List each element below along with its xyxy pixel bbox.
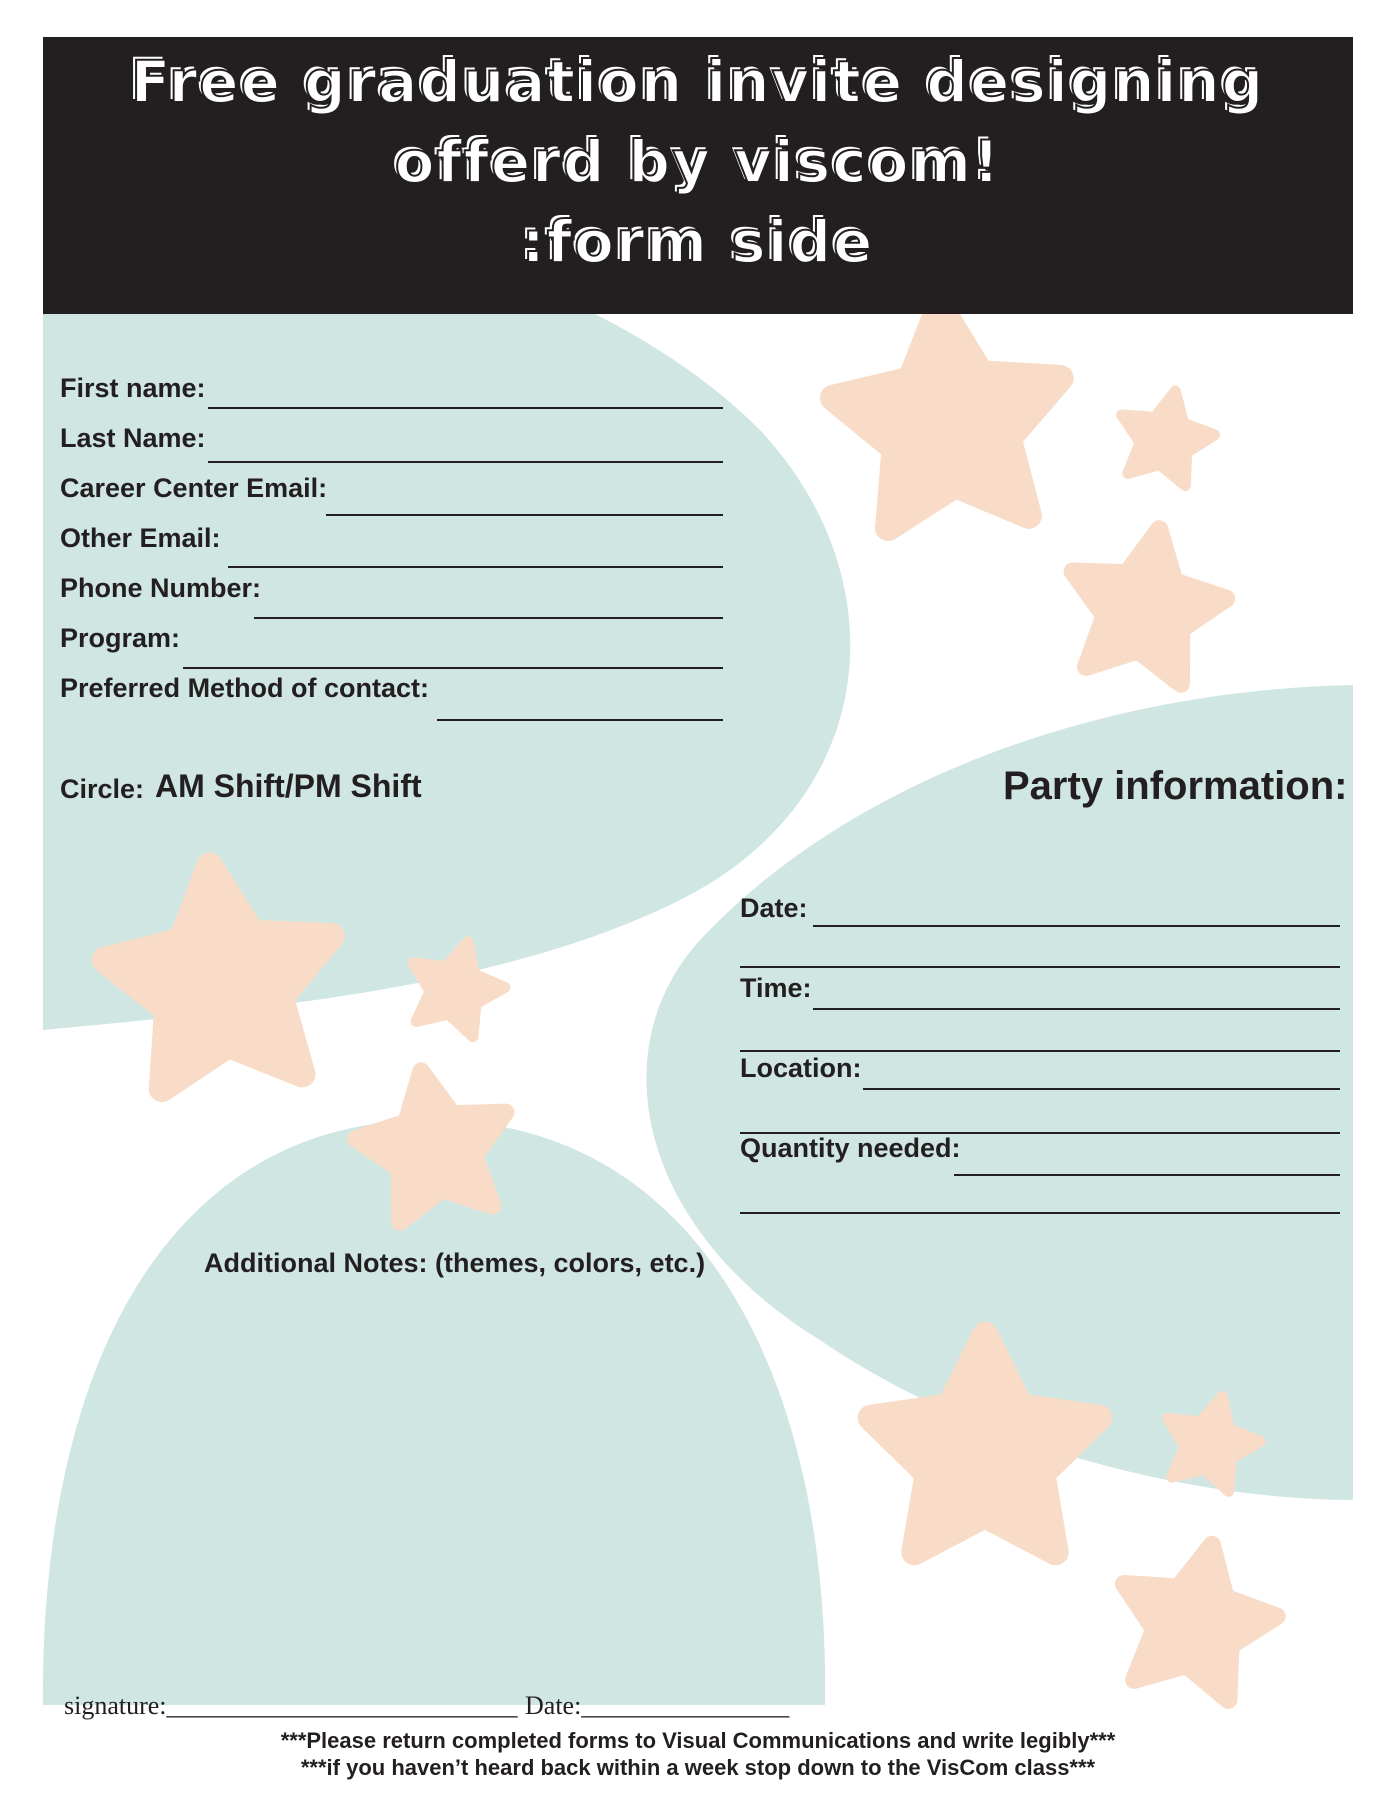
program-label: Program: <box>60 623 181 653</box>
signature-line[interactable]: signature:___________________________ <box>64 1691 518 1720</box>
party-info-heading: Party information: <box>1003 764 1348 808</box>
party-date-field[interactable] <box>813 925 1340 927</box>
star-icon <box>1124 1545 1277 1700</box>
title-line-3: :form side <box>521 208 875 276</box>
party-date-field-2[interactable] <box>740 966 1340 968</box>
student-info-heading: Student Information: <box>60 276 454 320</box>
program-field[interactable] <box>183 667 723 669</box>
party-time-field[interactable] <box>813 1008 1340 1010</box>
quantity-field[interactable] <box>954 1174 1340 1176</box>
additional-notes-label: Additional Notes: (themes, colors, etc.) <box>204 1248 706 1278</box>
career-email-label: Career Center Email: <box>60 473 328 503</box>
party-location-field[interactable] <box>863 1088 1340 1090</box>
party-date-label: Date: <box>740 893 808 923</box>
last-name-field[interactable] <box>208 461 723 463</box>
other-email-field[interactable] <box>228 566 723 568</box>
last-name-label: Last Name: <box>60 423 206 453</box>
quantity-field-2[interactable] <box>740 1212 1340 1214</box>
star-icon <box>833 306 1060 528</box>
contact-method-field[interactable] <box>437 719 723 721</box>
quantity-label: Quantity needed: <box>740 1133 961 1163</box>
footer-note-2: ***if you haven’t heard back within a week stop down to the VisCom class*** <box>300 1755 1096 1780</box>
party-time-field-2[interactable] <box>740 1050 1340 1052</box>
contact-method-label: Preferred Method of contact: <box>60 673 430 703</box>
career-email-field[interactable] <box>326 514 723 516</box>
first-name-field[interactable] <box>208 407 723 409</box>
star-icon <box>1073 529 1227 684</box>
party-time-label: Time: <box>740 973 812 1003</box>
circle-label: Circle: <box>60 774 145 804</box>
party-location-label: Location: <box>740 1053 862 1083</box>
other-email-label: Other Email: <box>60 523 221 553</box>
footer-note-1: ***Please return completed forms to Visual Communications and write legibly*** <box>280 1728 1116 1753</box>
title-line-2: offerd by viscom! <box>394 128 1002 196</box>
title-line-1: Free graduation invite designing <box>130 48 1266 116</box>
signature-date-line[interactable]: Date:________________ <box>525 1691 790 1720</box>
phone-number-label: Phone Number: <box>60 573 262 603</box>
first-name-label: First name: <box>60 373 206 403</box>
phone-number-field[interactable] <box>254 617 723 619</box>
shift-options[interactable]: AM Shift/PM Shift <box>155 768 422 804</box>
page-title <box>43 42 1353 282</box>
star-icon <box>1122 391 1215 486</box>
